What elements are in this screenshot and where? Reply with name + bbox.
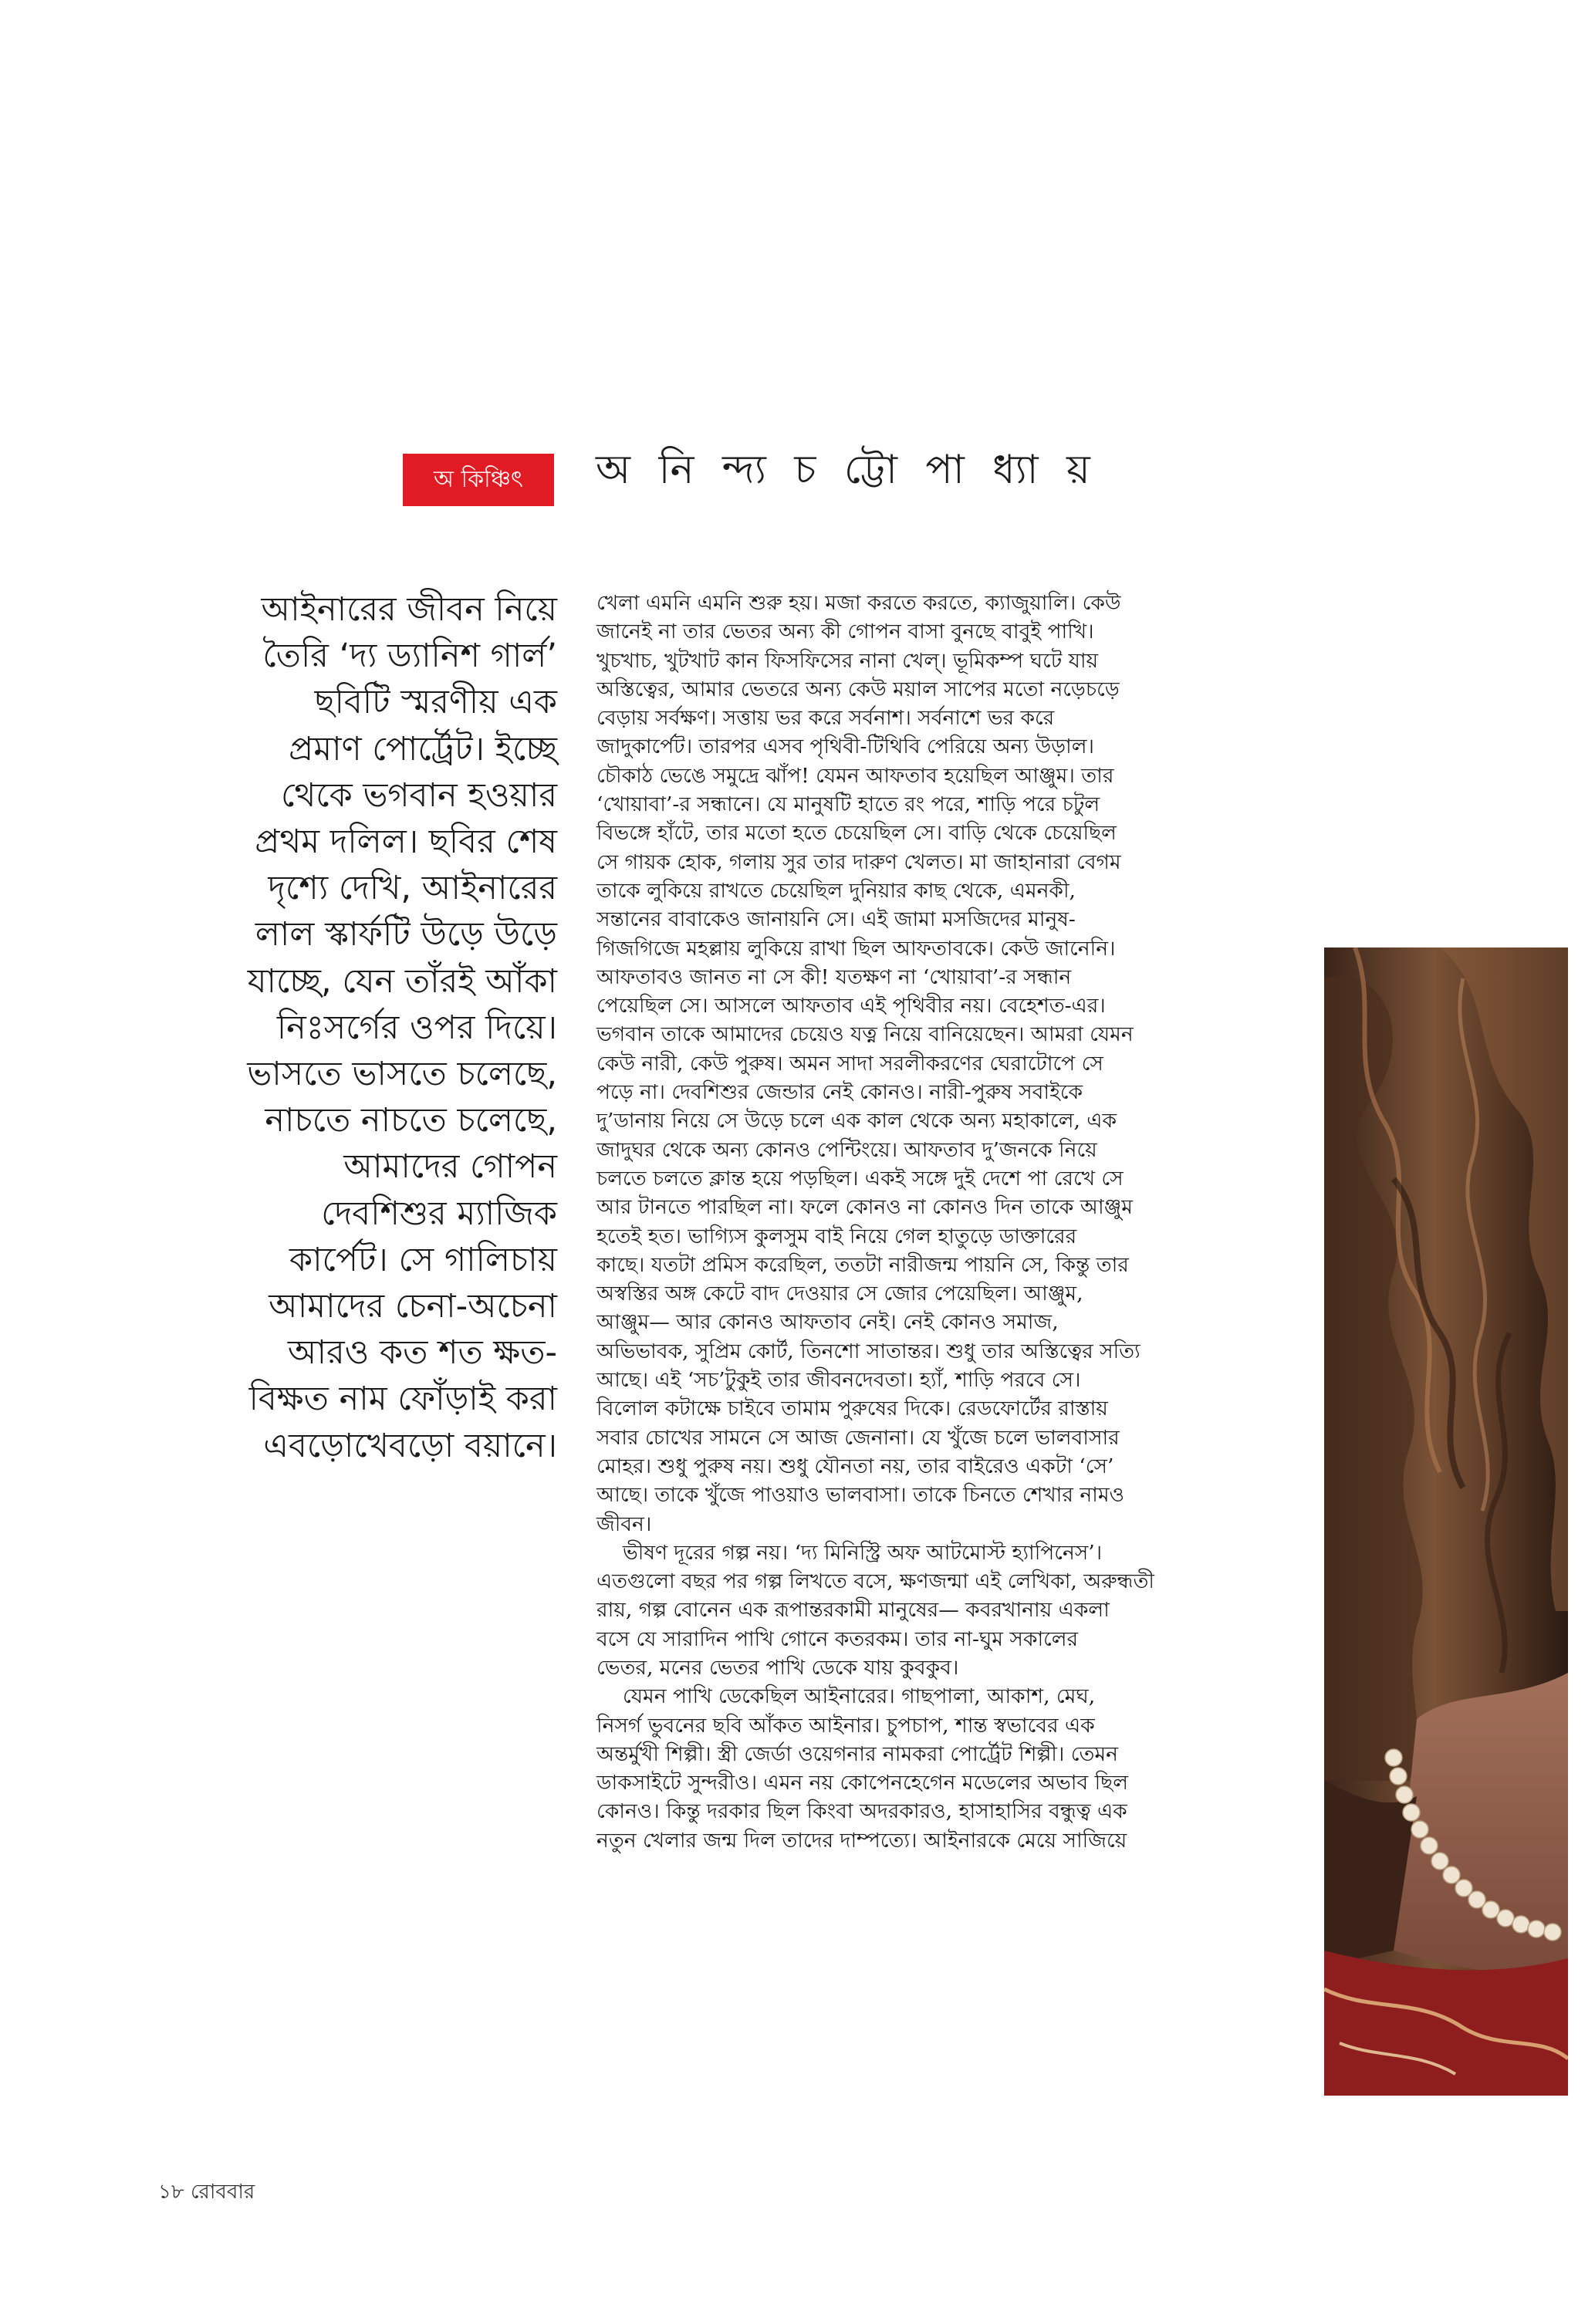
pull-quote-line: কার্পেট। সে গালিচায় xyxy=(289,1240,557,1279)
article-line: জীবন। xyxy=(596,1512,652,1536)
article-line: বসে যে সারাদিন পাখি গোনে কতরকম। তার না-ঘুম সকালের xyxy=(596,1626,1079,1651)
article-line: অস্বস্তির অঙ্গ কেটে বাদ দেওয়ার সে জোর পেয়েছিল। আঞ্জুম, xyxy=(596,1282,1083,1306)
section-badge: অ কিঞ্চিৎ xyxy=(403,454,554,506)
author-name: অ নি ন্দ্য চ ট্টো পা ধ্যা য় xyxy=(596,447,1098,493)
article-line: ‘খোয়াবা’-র সন্ধানে। যে মানুষটি হাতে রং পরে, শাড়ি পরে চটুল xyxy=(596,792,1100,817)
article-line: দু’ডানায় নিয়ে সে উড়ে চলে এক কাল থেকে অন্য মহাকালে, এক xyxy=(596,1109,1117,1133)
article-line: খেলা এমনি এমনি শুরু হয়। মজা করতে করতে, ক্যাজুয়ালি। কেউ xyxy=(596,591,1121,615)
pull-quote-line: দৃশ্যে দেখি, আইনারের xyxy=(268,869,557,908)
pull-quote-line: প্রমাণ পোর্ট্রেট। ইচ্ছে xyxy=(289,729,557,768)
article-line: যেমন পাখি ডেকেছিল আইনারের। গাছপালা, আকাশ, মেঘ, xyxy=(623,1684,1096,1709)
article-line: কোনও। কিন্তু দরকার ছিল কিংবা অদরকারও, হাসাহাসির বন্ধুত্ব এক xyxy=(596,1799,1127,1824)
article-line: পড়ে না। দেবশিশুর জেন্ডার নেই কোনও। নারী-পুরুষ সবাইকে xyxy=(596,1080,1083,1105)
article-line: ডাকসাইটে সুন্দরীও। এমন নয় কোপেনহেগেন মডেলের অভাব ছিল xyxy=(596,1771,1128,1795)
article-line: রায়, গল্প বোনেন এক রূপান্তরকামী মানুষের— কবরখানায় একলা xyxy=(596,1598,1110,1623)
article-line: চৌকাঠ ভেঙে সমুদ্রে ঝাঁপ! যেমন আফতাব হয়েছিল আঞ্জুম। তার xyxy=(596,763,1114,788)
article-line: এতগুলো বছর পর গল্প লিখতে বসে, ক্ষণজন্মা এই লেখিকা, অরুন্ধতী xyxy=(596,1569,1155,1594)
article-line: কেউ নারী, কেউ পুরুষ। অমন সাদা সরলীকরণের ঘেরাটোপে সে xyxy=(596,1051,1103,1076)
pull-quote-line: থেকে ভগবান হওয়ার xyxy=(281,775,557,815)
article-line: আঞ্জুম— আর কোনও আফতাব নেই। নেই কোনও সমাজ, xyxy=(596,1310,1059,1335)
page-footer: ১৮ রোববার xyxy=(158,2180,255,2204)
pull-quote-line: আইনারের জীবন নিয়ে xyxy=(261,590,557,629)
article-line: জাদুকার্পেট। তারপর এসব পৃথিবী-টিথিবি পেরিয়ে অন্য উড়াল। xyxy=(596,735,1094,759)
article-line: বিভঙ্গে হাঁটে, তার মতো হতে চেয়েছিল সে। বাড়ি থেকে চেয়েছিল xyxy=(596,821,1117,846)
article-line: জানেই না তার ভেতর অন্য কী গোপন বাসা বুনছে বাবুই পাখি। xyxy=(596,620,1094,644)
pull-quote-line: তৈরি ‘দ্য ড্যানিশ গার্ল’ xyxy=(262,637,557,676)
article-line: নিসর্গ ভুবনের ছবি আঁকত আইনার। চুপচাপ, শান্ত স্বভাবের এক xyxy=(596,1713,1095,1738)
article-line: কাছে। যতটা প্রমিস করেছিল, ততটা নারীজন্ম পায়নি সে, কিন্তু তার xyxy=(596,1252,1129,1277)
article-line: মোহর। শুধু পুরুষ নয়। শুধু যৌনতা নয়, তার বাইরেও একটা ‘সে’ xyxy=(596,1454,1114,1478)
pull-quote-line: যাচ্ছে, যেন তাঁরই আঁকা xyxy=(247,961,557,1001)
pull-quote-line: নাচতে নাচতে চলেছে, xyxy=(265,1101,557,1140)
article-line: সে গায়ক হোক, গলায় সুর তার দারুণ খেলত। মা জাহানারা বেগম xyxy=(596,850,1121,874)
article-line: ভেতর, মনের ভেতর পাখি ডেকে যায় কুবকুব। xyxy=(596,1655,959,1680)
article-line: জাদুঘর থেকে অন্য কোনও পেন্টিংয়ে। আফতাব দু’জনকে নিয়ে xyxy=(596,1137,1097,1162)
pull-quote-line: বিক্ষত নাম ফোঁড়াই করা xyxy=(248,1380,557,1419)
article-line: নতুন খেলার জন্ম দিল তাদের দাম্পত্যে। আইনারকে মেয়ে সাজিয়ে xyxy=(596,1828,1127,1853)
pull-quote-line: আমাদের গোপন xyxy=(343,1147,557,1187)
pull-quote-line: ছবিটি স্মরণীয় এক xyxy=(314,683,557,722)
article-line: অভিভাবক, সুপ্রিম কোর্ট, তিনশো সাতান্তর। শুধু তার অস্তিত্বের সত্যি xyxy=(596,1339,1140,1363)
article-line: সন্তানের বাবাকেও জানায়নি সে। এই জামা মসজিদের মানুষ- xyxy=(596,907,1076,932)
pull-quote-line: প্রথম দলিল। ছবির শেষ xyxy=(255,823,557,862)
pull-quote-line: লাল স্কার্ফটি উড়ে উড়ে xyxy=(255,915,557,954)
article-line: খুচখাচ, খুটখাট কান ফিসফিসের নানা খেল্‌। ভূমিকম্প ঘটে যায় xyxy=(596,648,1099,673)
article-line: সবার চোখের সামনে সে আজ জেনানা। যে খুঁজে চলে ভালবাসার xyxy=(596,1425,1120,1450)
article-line: আর টানতে পারছিল না। ফলে কোনও না কোনও দিন তাকে আঞ্জুম xyxy=(596,1195,1134,1220)
pull-quote-line: আরও কত শত ক্ষত- xyxy=(287,1333,557,1373)
article-line: চলতে চলতে ক্লান্ত হয়ে পড়ছিল। একই সঙ্গে দুই দেশে পা রেখে সে xyxy=(596,1166,1124,1191)
pull-quote-line: আমাদের চেনা-অচেনা xyxy=(269,1287,557,1326)
article-line: ভীষণ দূরের গল্প নয়। ‘দ্য মিনিস্ট্রি অফ আটমোস্ট হ্যাপিনেস’। xyxy=(623,1540,1103,1565)
article-body xyxy=(596,589,1237,1855)
article-line: ভগবান তাকে আমাদের চেয়েও যত্ন নিয়ে বানিয়েছেন। আমরা যেমন xyxy=(596,1022,1134,1047)
pull-quote-line: নিঃসর্গের ওপর দিয়ে। xyxy=(276,1008,557,1047)
article-line: গিজগিজে মহল্লায় লুকিয়ে রাখা ছিল আফতাবকে। কেউ জানেনি। xyxy=(596,936,1116,961)
article-line: বেড়ায় সর্বক্ষণ। সত্তায় ভর করে সর্বনাশ। সর্বনাশে ভর করে xyxy=(596,706,1055,731)
pull-quote-line: ভাসতে ভাসতে চলেছে, xyxy=(247,1055,557,1094)
article-line: আফতাবও জানত না সে কী! যতক্ষণ না ‘খোয়াবা’-র সন্ধান xyxy=(596,964,1072,989)
hair-portrait-photo xyxy=(1324,948,1568,2096)
article-line: তাকে লুকিয়ে রাখতে চেয়েছিল দুনিয়ার কাছ থেকে, এমনকী, xyxy=(596,878,1076,903)
article-line: অস্তিত্বের, আমার ভেতরে অন্য কেউ ময়াল সাপের মতো নড়েচড়ে xyxy=(596,677,1120,701)
pull-quote xyxy=(116,586,557,1469)
article-line: অন্তর্মুখী শিল্পী। স্ত্রী জের্ডা ওয়েগনার নামকরা পোর্ট্রেট শিল্পী। তেমন xyxy=(596,1741,1118,1766)
pull-quote-line: এবড়োখেবড়ো বয়ানে। xyxy=(263,1426,557,1465)
article-line: পেয়েছিল সে। আসলে আফতাব এই পৃথিবীর নয়। বেহেশত-এর। xyxy=(596,994,1106,1018)
article-line: আছে। তাকে খুঁজে পাওয়াও ভালবাসা। তাকে চিনতে শেখার নামও xyxy=(596,1483,1125,1508)
article-line: বিলোল কটাক্ষে চাইবে তামাম পুরুষের দিকে। রেডফোর্টের রাস্তায় xyxy=(596,1397,1108,1421)
pull-quote-line: দেবশিশুর ম্যাজিক xyxy=(321,1194,557,1233)
article-line: আছে। এই ‘সচ’টুকুই তার জীবনদেবতা। হ্যাঁ, শাড়ি পরবে সে। xyxy=(596,1368,1081,1393)
article-line: হতেই হত। ভাগ্যিস কুলসুম বাই নিয়ে গেল হাতুড়ে ডাক্তারের xyxy=(596,1224,1077,1248)
